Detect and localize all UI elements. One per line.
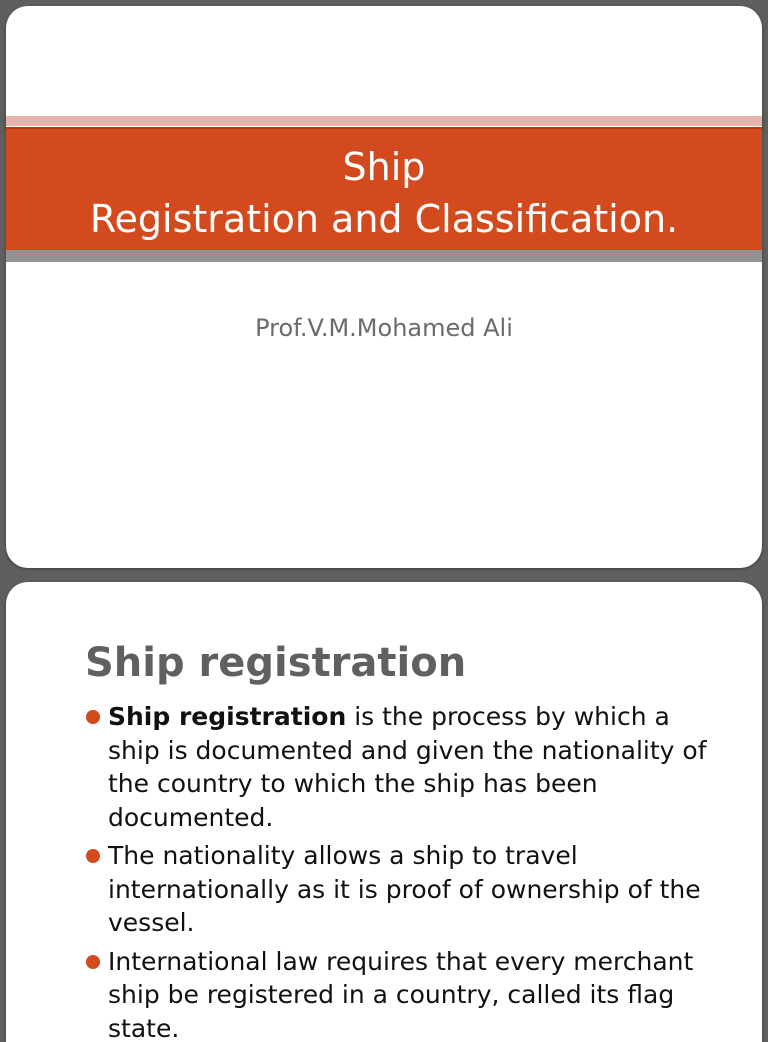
author-subtitle: Prof.V.M.Mohamed Ali [6,312,762,344]
bullet-text: The nationality allows a ship to travel internationally as it is proof of ownership of the vessel. [108,841,701,937]
slide-heading: Ship registration [85,637,466,689]
slide-title-line1: Ship [6,143,762,191]
bullet-list [86,700,726,1042]
title-slide [6,6,762,568]
slide-title-line2: Registration and Classification. [6,195,762,243]
bullet-text: International law requires that every merchant ship be registered in a country, called its flag state. [108,947,693,1042]
bullet-item [86,700,726,834]
pink-accent-strip [6,116,762,126]
content-slide [6,582,762,1042]
bullet-dot-icon [86,849,100,863]
bullet-item [86,839,726,940]
gray-accent-strip [6,250,762,262]
title-band [6,127,762,251]
bullet-lead: Ship registration [108,702,346,731]
bullet-text: is the process by which a ship is documented and given the nationality of the country to which the ship has been documented. [108,702,707,832]
bullet-item [86,945,726,1042]
bullet-dot-icon [86,955,100,969]
bullet-dot-icon [86,710,100,724]
